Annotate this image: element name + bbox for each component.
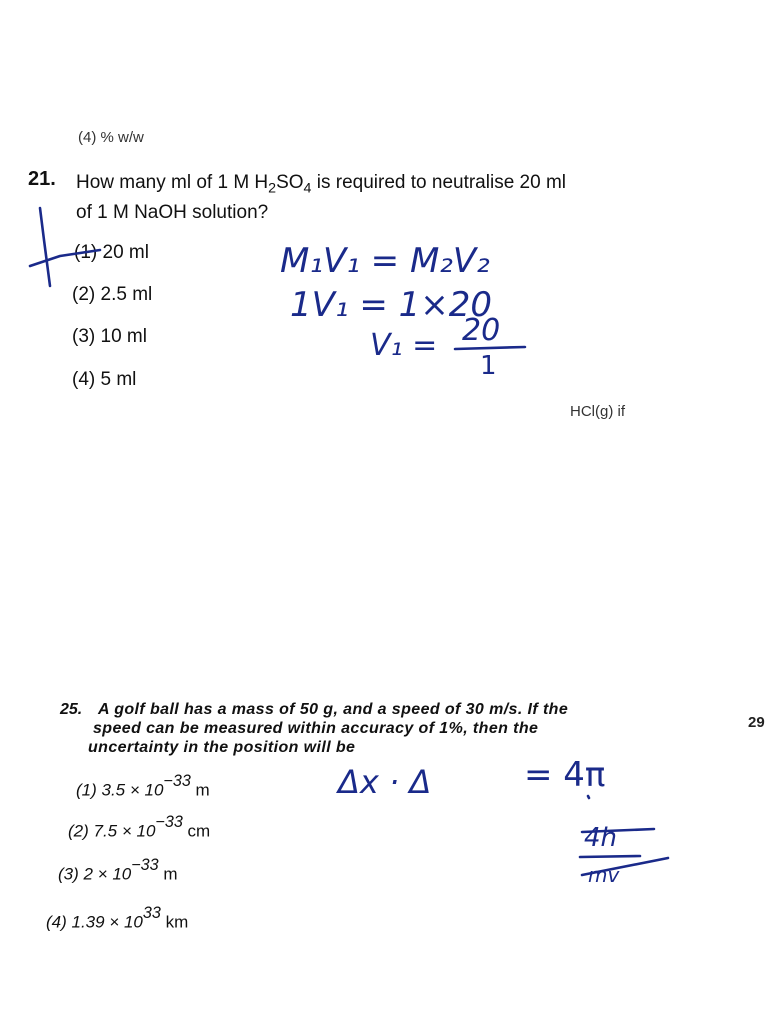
question-25-option-1: (1) $3.5 \times 10^{-33}$ m bbox=[76, 772, 210, 800]
handwritten-equation-2: 1V₁ = 1×20 bbox=[290, 285, 493, 325]
side-question-number: 29 bbox=[748, 714, 765, 731]
answer-mark bbox=[30, 208, 100, 286]
question-25-text-line1: A golf ball has a mass of 50 g, and a speed of 30 m/s. If the bbox=[98, 701, 569, 718]
handwritten-fraction-denominator: 1 bbox=[480, 351, 497, 381]
question-25-number: 25. bbox=[60, 701, 83, 718]
question-21-option-3: (3) 10 ml bbox=[72, 326, 147, 347]
previous-option-fragment: (4) % w/w bbox=[78, 129, 144, 146]
handwritten-equation-5: 4h bbox=[584, 823, 618, 853]
question-21-option-2: (2) 2.5 ml bbox=[72, 284, 153, 305]
handwritten-dot bbox=[588, 796, 589, 798]
handwritten-equation-1: M₁V₁ = M₂V₂ bbox=[280, 241, 490, 281]
question-21-number: 21. bbox=[28, 168, 56, 190]
question-21-text-line2: of 1 M NaOH solution? bbox=[76, 202, 269, 223]
question-25-option-4: (4) $1.39 \times 10^{33}$ km bbox=[46, 904, 189, 932]
next-question-fragment: HCl(g) if bbox=[570, 403, 625, 420]
question-21-option-4: (4) 5 ml bbox=[72, 369, 137, 390]
question-25-option-3: (3) $2 \times 10^{-33}$ m bbox=[58, 856, 178, 884]
handwritten-equation-6: mv bbox=[588, 863, 620, 887]
handwritten-equation-4-rhs: = 4π bbox=[524, 755, 606, 795]
question-25-text-line3: uncertainty in the position will be bbox=[88, 739, 356, 756]
question-21-text-line1: How many ml of 1 M $H_2SO_4$ is required to neutralise 20 ml bbox=[76, 172, 566, 197]
question-25-text-line2: speed can be measured within accuracy of 1%, then the bbox=[93, 720, 539, 737]
handwritten-fraction-bar-2 bbox=[580, 856, 640, 857]
handwritten-fraction-numerator: 20 bbox=[462, 313, 501, 348]
handwritten-equation-4: Δx · Δ bbox=[338, 763, 432, 801]
handwritten-equation-3-lhs: V₁ = bbox=[370, 328, 438, 363]
question-25-option-2: (2) $7.5 \times 10^{-33}$ cm bbox=[68, 813, 211, 841]
question-21-option-1: (1) 20 ml bbox=[74, 242, 149, 263]
